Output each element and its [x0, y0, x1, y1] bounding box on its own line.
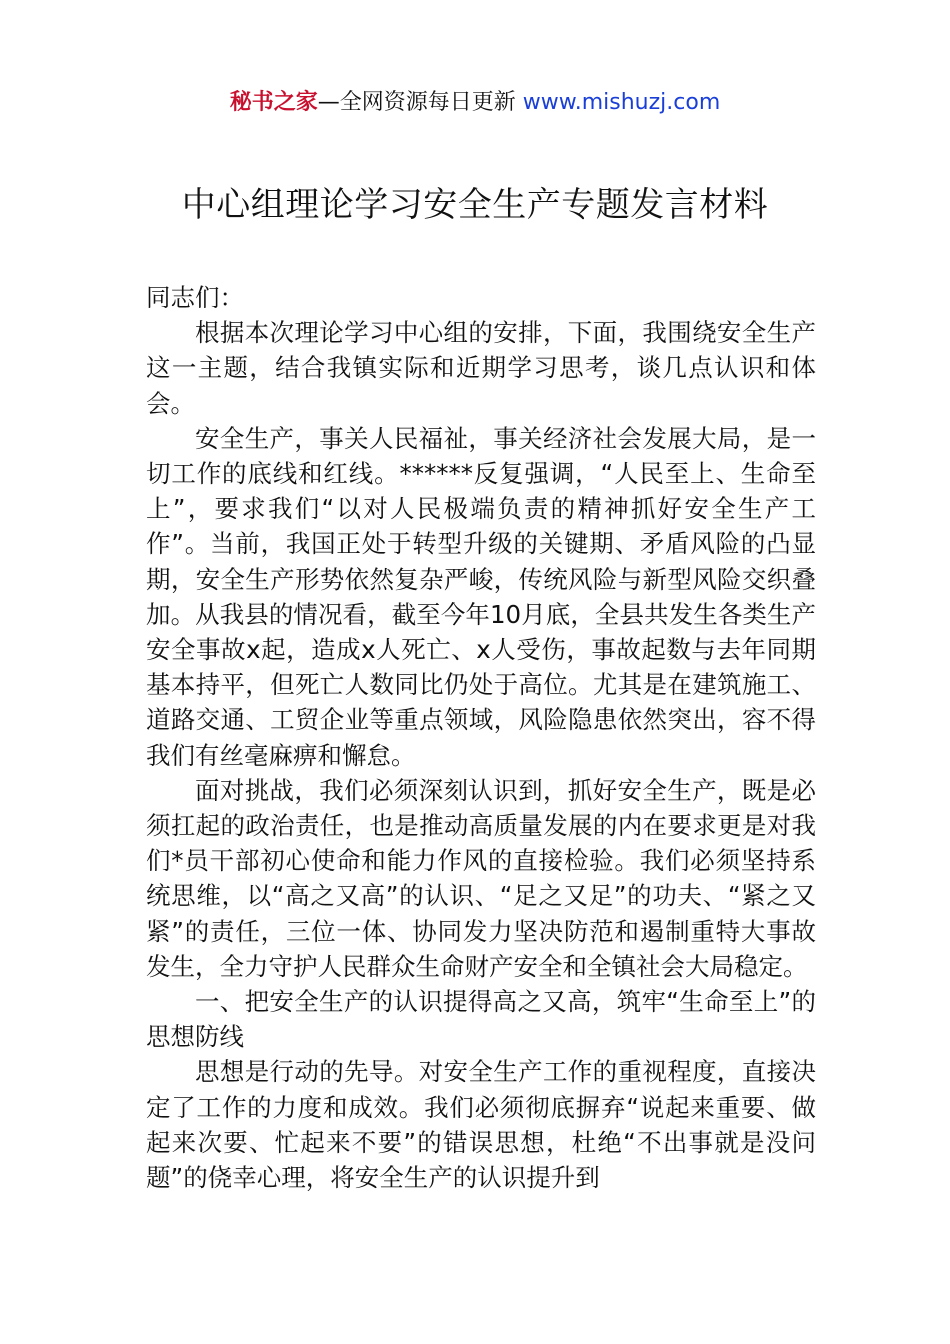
document-title: 中心组理论学习安全生产专题发言材料 — [181, 185, 769, 225]
section-1-paragraph-1: 思想是行动的先导。对安全生产工作的重视程度，直接决定了工作的力度和成效。我们必须彻底摒弃“说起来重要、做起来次要、忙起来不要”的错误思想，杜绝“不出事就是没问题”的侥幸心理，将安全生产的认识提升到 — [146, 1057, 816, 1193]
salutation: 同志们： — [146, 283, 244, 312]
site-brand: 秘书之家 — [229, 90, 318, 115]
site-header — [0, 86, 950, 120]
site-tagline: —全网资源每日更新 — [317, 90, 523, 115]
section-heading-1: 一、把安全生产的认识提得高之又高，筑牢“生命至上”的思想防线 — [146, 987, 816, 1052]
paragraph-3: 面对挑战，我们必须深刻认识到，抓好安全生产，既是必须扛起的政治责任，也是推动高质量发展的内在要求更是对我们*员干部初心使命和能力作风的直接检验。我们必须坚持系统思维，以“高之又高”的认识、“足之又足”的功夫、“紧之又紧”的责任，三位一体、协同发力坚决防范和遏制重特大事故发生，全力守护人民群众生命财产安全和全镇社会大局稳定。 — [146, 775, 816, 981]
site-url-link[interactable]: www.mishuzj.com — [522, 90, 721, 115]
document-body — [146, 280, 816, 1195]
paragraph-2: 安全生产，事关人民福祉，事关经济社会发展大局，是一切工作的底线和红线。******反复强调，“人民至上、生命至上”，要求我们“以对人民极端负责的精神抓好安全生产工作”。当前，我国正处于转型升级的关键期、矛盾风险的凸显期，安全生产形势依然复杂严峻，传统风险与新型风险交织叠加。从我县的情况看，截至今年10月底，全县共发生各类生产安全事故x起，造成x人死亡、x人受伤，事故起数与去年同期基本持平，但死亡人数同比仍处于高位。尤其是在建筑施工、道路交通、工贸企业等重点领域，风险隐患依然突出，容不得我们有丝毫麻痹和懈怠。 — [146, 423, 816, 770]
paragraph-1: 根据本次理论学习中心组的安排，下面，我围绕安全生产这一主题，结合我镇实际和近期学习思考，谈几点认识和体会。 — [146, 318, 816, 418]
